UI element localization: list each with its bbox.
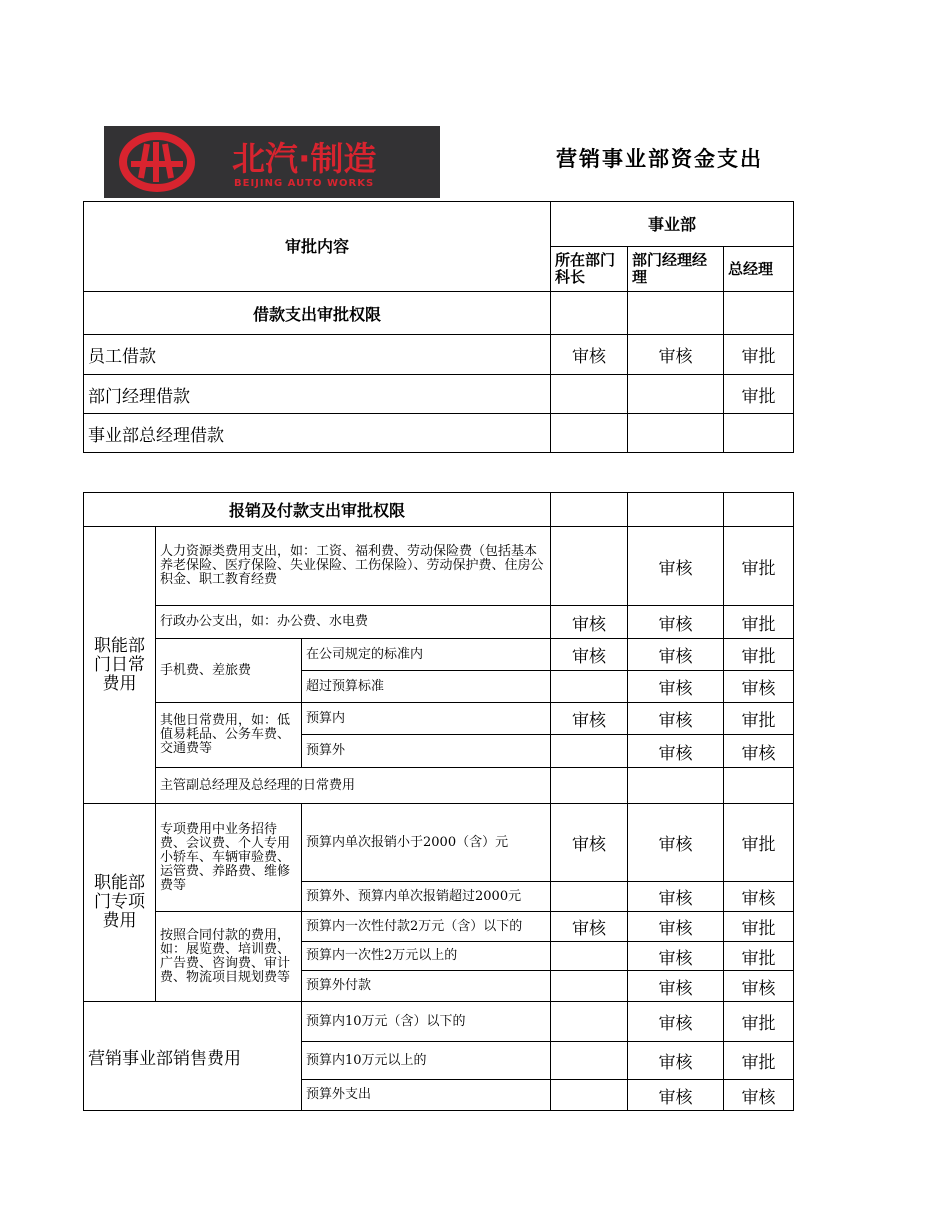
loan-section-title: 借款支出审批权限 [84,292,551,335]
row-label: 预算内 [302,703,551,735]
approval-mark [551,735,628,768]
approval-mark: 审核 [551,639,628,671]
table-row [84,768,794,804]
document-title: 营销事业部资金支出 [556,147,763,171]
header-division: 事业部 [551,202,794,247]
row-label: 预算外 [302,735,551,768]
approval-mark [551,882,628,912]
approval-mark: 审核 [628,671,724,703]
table-row [84,639,794,671]
approval-mark: 审批 [724,703,794,735]
subcategory-label: 按照合同付款的费用，如：展览费、培训费、广告费、咨询费、审计费、物流项目规划费等 [156,912,302,1002]
approval-mark: 审核 [724,735,794,768]
approval-mark [551,768,628,804]
approval-mark: 审核 [628,942,724,971]
table-row [84,1002,794,1042]
row-label: 人力资源类费用支出，如：工资、福利费、劳动保险费（包括基本养老保险、医疗保险、失业保险、工伤保险）、劳动保护费、住房公积金、职工教育经费 [156,527,551,606]
reimbursement-approval-table [83,492,794,1111]
approval-mark: 审批 [724,912,794,942]
category-sales: 营销事业部销售费用 [84,1002,302,1111]
approval-mark: 审批 [724,639,794,671]
approval-mark [551,1080,628,1111]
approval-mark [551,942,628,971]
approval-mark [551,1002,628,1042]
approval-mark: 审核 [551,606,628,639]
row-label: 超过预算标准 [302,671,551,703]
approval-mark: 审核 [551,912,628,942]
row-label: 预算外支出 [302,1080,551,1111]
approval-mark [724,768,794,804]
approval-mark: 审核 [551,804,628,882]
company-logo [104,126,440,198]
approval-mark: 审批 [724,1042,794,1080]
approval-mark: 审核 [628,735,724,768]
row-label: 预算内一次性2万元以上的 [302,942,551,971]
approval-mark: 审核 [628,912,724,942]
row-label: 在公司规定的标准内 [302,639,551,671]
row-label: 员工借款 [84,335,551,375]
approval-mark: 审批 [724,804,794,882]
approval-mark: 审批 [724,375,794,414]
approval-mark [724,414,794,453]
approval-mark: 审核 [628,639,724,671]
approval-mark: 审批 [724,942,794,971]
approval-mark: 审核 [724,882,794,912]
table-row [84,912,794,942]
header-general-manager: 总经理 [724,247,794,292]
row-label: 主管副总经理及总经理的日常费用 [156,768,551,804]
logo-name-cn: 北汽·制造 [232,139,377,178]
row-label: 预算内10万元以上的 [302,1042,551,1080]
approval-mark [551,527,628,606]
table-row [84,375,794,414]
approval-mark [551,671,628,703]
table-row [84,703,794,735]
subcategory-label: 专项费用中业务招待费、会议费、个人专用小轿车、车辆审验费、运管费、养路费、维修费等 [156,804,302,912]
table-row [84,414,794,453]
header-dept-manager: 部门经理经理 [628,247,724,292]
approval-mark: 审核 [724,1080,794,1111]
reimb-section-title: 报销及付款支出审批权限 [84,493,551,527]
table-row [84,527,794,606]
row-label: 预算外、预算内单次报销超过2000元 [302,882,551,912]
approval-mark [628,768,724,804]
approval-mark: 审批 [724,606,794,639]
row-label: 预算内10万元（含）以下的 [302,1002,551,1042]
row-label: 预算外付款 [302,971,551,1002]
approval-mark: 审核 [551,335,628,375]
subcategory-label: 其他日常费用，如：低值易耗品、公务车费、交通费等 [156,703,302,768]
logo-name-en: BEIJING AUTO WORKS [234,178,375,189]
approval-mark [628,414,724,453]
table-row [84,606,794,639]
approval-mark: 审核 [628,335,724,375]
approval-mark: 审批 [724,1002,794,1042]
approval-mark [551,375,628,414]
category-special: 职能部门专项费用 [84,804,156,1002]
approval-mark [551,414,628,453]
approval-mark: 审批 [724,527,794,606]
approval-mark: 审核 [628,882,724,912]
approval-mark: 审批 [724,335,794,375]
approval-mark: 审核 [628,804,724,882]
approval-mark: 审核 [724,971,794,1002]
approval-mark [551,971,628,1002]
row-label: 行政办公支出，如：办公费、水电费 [156,606,551,639]
header-section-chief: 所在部门科长 [551,247,628,292]
approval-mark [628,375,724,414]
approval-mark: 审核 [628,1002,724,1042]
subcategory-label: 手机费、差旅费 [156,639,302,703]
approval-mark: 审核 [628,606,724,639]
approval-mark: 审核 [628,1080,724,1111]
category-daily: 职能部门日常费用 [84,527,156,804]
approval-mark: 审核 [628,527,724,606]
table-row [84,804,794,882]
approval-mark [551,1042,628,1080]
row-label: 事业部总经理借款 [84,414,551,453]
approval-mark: 审核 [628,703,724,735]
approval-mark: 审核 [724,671,794,703]
row-label: 预算内一次性付款2万元（含）以下的 [302,912,551,942]
row-label: 预算内单次报销小于2000（含）元 [302,804,551,882]
row-label: 部门经理借款 [84,375,551,414]
loan-approval-table [83,201,794,453]
approval-mark: 审核 [628,971,724,1002]
table-row [84,335,794,375]
header-content: 审批内容 [84,202,551,292]
approval-mark: 审核 [628,1042,724,1080]
approval-mark: 审核 [551,703,628,735]
